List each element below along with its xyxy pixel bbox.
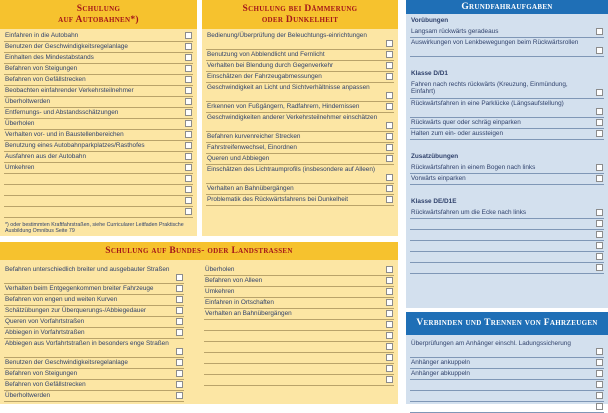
checkbox[interactable] — [596, 209, 603, 216]
checklist-item-label: Fahrstreifenwechsel, Einordnen — [207, 144, 297, 151]
checklist-item-label: Befahren von Steigungen — [5, 370, 78, 377]
checklist-item — [4, 119, 193, 130]
checklist-item-label: Befahren von engen und weiten Kurven — [5, 296, 118, 303]
panel-verbinden — [406, 312, 608, 404]
checkbox[interactable] — [176, 359, 183, 366]
checklist-item — [204, 298, 394, 309]
checklist-item-label: Benutzen der Geschwindigkeitsregelanlage — [5, 359, 128, 366]
checkbox[interactable] — [386, 40, 393, 47]
checklist-item — [410, 339, 604, 358]
checklist-item-label: Befahren unterschiedlich breiter und ausgebauter Straßen — [5, 266, 170, 273]
checklist-item — [4, 163, 193, 174]
checklist-item-label: Rückwärts quer oder schräg einparken — [411, 119, 521, 126]
checklist-item — [206, 184, 394, 195]
checklist-item — [410, 80, 604, 99]
checkbox[interactable] — [596, 392, 603, 399]
checklist-item-label: Einhalten des Mindestabstands — [5, 54, 94, 61]
checkbox[interactable] — [185, 109, 192, 116]
checkbox[interactable] — [176, 329, 183, 336]
checklist-item-label: Umkehren — [5, 164, 35, 171]
checklist-item-label: Verhalten vor- und in Baustellenbereichen — [5, 131, 124, 138]
checklist-item — [410, 358, 604, 369]
checklist-item-label: Queren von Vorfahrtstraßen — [5, 318, 85, 325]
checkbox[interactable] — [185, 65, 192, 72]
panel-grundfahraufgaben — [406, 0, 608, 308]
section-heading — [410, 69, 604, 80]
checklist-item — [4, 86, 193, 97]
checklist-item — [410, 263, 604, 274]
checklist-item-label: Befahren von Alleen — [205, 277, 263, 284]
checkbox[interactable] — [386, 144, 393, 151]
checkbox[interactable] — [386, 103, 393, 110]
checkbox[interactable] — [185, 164, 192, 171]
checklist-item — [206, 31, 394, 50]
checklist-item — [206, 113, 394, 132]
checkbox[interactable] — [596, 164, 603, 171]
checklist-item — [4, 358, 184, 369]
section-heading — [410, 16, 604, 27]
checkbox[interactable] — [596, 220, 603, 227]
checklist-item — [204, 342, 394, 353]
checkbox[interactable] — [185, 32, 192, 39]
checklist-item-label: Langsam rückwärts geradeaus — [411, 28, 499, 35]
checklist-item-label: Problematik des Rückwärtsfahrens bei Dunkelheit — [207, 196, 349, 203]
checklist-item — [4, 207, 193, 218]
checkbox[interactable] — [386, 196, 393, 203]
checklist-item-label: Bedienung/Überprüfung der Beleuchtungs-einrichtungen — [207, 32, 367, 39]
checklist-item — [4, 141, 193, 152]
checkbox[interactable] — [386, 174, 393, 181]
checklist-item-label: Geschwindigkeit an Licht und Sichtverhältnisse anpassen — [207, 84, 370, 91]
checklist-item — [206, 154, 394, 165]
checkbox[interactable] — [185, 54, 192, 61]
checklist-item-label: Überholen — [205, 266, 235, 273]
checkbox[interactable] — [386, 155, 393, 162]
checklist-item — [4, 339, 184, 358]
panel-landstrasse — [0, 242, 398, 404]
autobahn-title-line1: Schulung — [76, 3, 121, 14]
panel-autobahn-header — [0, 0, 197, 29]
checklist-item — [4, 391, 184, 402]
section-spacer — [410, 185, 604, 197]
checkbox[interactable] — [596, 253, 603, 260]
checklist-item-label: Rückwärtsfahren in eine Parklücke (Längsaufstellung) — [411, 100, 564, 107]
checklist-item — [410, 241, 604, 252]
panel-daemmerung — [202, 0, 398, 236]
verbinden-title: Verbinden und Trennen von Fahrzeugen — [416, 318, 598, 328]
checklist-item — [410, 252, 604, 263]
checklist-item — [4, 196, 193, 207]
checkbox[interactable] — [185, 186, 192, 193]
checkbox[interactable] — [596, 370, 603, 377]
checklist-item-label: Rückwärtsfahren um die Ecke nach links — [411, 209, 527, 216]
landstrasse-checklist-left — [4, 265, 184, 402]
checklist-item — [204, 320, 394, 331]
checkbox[interactable] — [185, 120, 192, 127]
checklist-item-label: Verhalten an Bahnübergängen — [205, 310, 292, 317]
checkbox[interactable] — [185, 175, 192, 182]
checkbox[interactable] — [596, 28, 603, 35]
checklist-item — [410, 99, 604, 118]
daemmerung-title-line2: oder Dunkelheit — [261, 14, 339, 25]
checklist-item — [4, 380, 184, 391]
checklist-item-label: Einschätzen der Fahrzeugabmessungen — [207, 73, 322, 80]
checkbox[interactable] — [185, 197, 192, 204]
checklist-item — [410, 369, 604, 380]
checklist-item-label: Fahren nach rechts rückwärts (Kreuzung, Einmündung, Einfahrt) — [411, 81, 568, 96]
checklist-item — [206, 132, 394, 143]
checkbox[interactable] — [386, 266, 393, 273]
checkbox[interactable] — [596, 47, 603, 54]
checklist-item-label: Verhalten beim Entgegenkommen breiter Fahrzeuge — [5, 285, 154, 292]
checklist-item-label: Überprüfungen am Anhänger einschl. Ladungssicherung — [411, 340, 571, 347]
checklist-item — [410, 129, 604, 140]
checklist-item — [4, 130, 193, 141]
autobahn-checklist — [4, 31, 193, 218]
checkbox[interactable] — [386, 277, 393, 284]
checklist-item-label: Erkennen von Fußgängern, Radfahrern, Hindernissen — [207, 103, 360, 110]
section-heading — [410, 197, 604, 208]
checkbox[interactable] — [386, 92, 393, 99]
checkbox[interactable] — [386, 343, 393, 350]
checklist-item-label: Auswirkungen von Lenkbewegungen beim Rückwärtsrollen — [411, 39, 579, 46]
checklist-item — [410, 163, 604, 174]
checkbox[interactable] — [176, 348, 183, 355]
checklist-item — [204, 353, 394, 364]
checkbox[interactable] — [386, 354, 393, 361]
daemmerung-checklist — [206, 31, 394, 206]
checklist-item — [410, 391, 604, 402]
checkbox[interactable] — [185, 43, 192, 50]
checkbox[interactable] — [386, 376, 393, 383]
checklist-item — [206, 102, 394, 113]
checklist-item-label: Anhänger ankuppeln — [411, 359, 470, 366]
checkbox[interactable] — [185, 208, 192, 215]
checklist-item-label: Halten zum ein- oder aussteigen — [411, 130, 504, 137]
section-heading — [410, 152, 604, 163]
checkbox[interactable] — [176, 285, 183, 292]
checklist-item — [204, 331, 394, 342]
checklist-item — [206, 61, 394, 72]
checkbox[interactable] — [386, 288, 393, 295]
checkbox[interactable] — [176, 307, 183, 314]
checklist-item-label: Abbiegen aus Vorfahrtstraßen in besonders enge Straßen — [5, 340, 169, 347]
checklist-item — [206, 195, 394, 206]
checkbox[interactable] — [596, 89, 603, 96]
checklist-item — [410, 230, 604, 241]
panel-landstrasse-header — [0, 242, 398, 260]
checklist-item — [410, 380, 604, 391]
checklist-item — [4, 317, 184, 328]
checklist-item-label: Überholen — [5, 120, 35, 127]
checklist-item-label: Verhalten bei Blendung durch Gegenverkehr — [207, 62, 334, 69]
landstrasse-title: Schulung auf Bundes- oder Landstrassen — [105, 245, 293, 256]
checklist-item — [206, 72, 394, 83]
panel-grund-header — [406, 0, 608, 14]
checkbox[interactable] — [185, 76, 192, 83]
checkbox[interactable] — [386, 185, 393, 192]
checklist-item-label: Überholtwerden — [5, 98, 51, 105]
checklist-item-label: Geschwindigkeiten anderer Verkehrsteilnehmer einschätzen — [207, 114, 378, 121]
checklist-item — [4, 369, 184, 380]
checkbox[interactable] — [176, 370, 183, 377]
checkbox[interactable] — [596, 231, 603, 238]
checklist-item — [204, 364, 394, 375]
checklist-item — [4, 185, 193, 196]
checklist-item-label: Benutzung eines Autobahnparkplatzes/Rasthofes — [5, 142, 145, 149]
checklist-item-label: Entfernungs- und Abstandsschätzungen — [5, 109, 119, 116]
checklist-item — [4, 174, 193, 185]
checklist-item — [410, 27, 604, 38]
checkbox[interactable] — [386, 122, 393, 129]
landstrasse-checklist-right — [204, 265, 394, 386]
grund-title: Grundfahraufgaben — [461, 1, 553, 12]
section-heading-label: Klasse DE/D1E — [411, 198, 457, 205]
checklist-item — [410, 219, 604, 230]
checkbox[interactable] — [386, 73, 393, 80]
checkbox[interactable] — [596, 108, 603, 115]
checklist-item-label: Befahren von Gefällstrecken — [5, 76, 86, 83]
section-heading-label: Vorübungen — [411, 17, 449, 24]
checklist-item — [410, 208, 604, 219]
checkbox[interactable] — [386, 51, 393, 58]
checklist-item-label: Umkehren — [205, 288, 235, 295]
checkbox[interactable] — [596, 130, 603, 137]
checkbox[interactable] — [596, 242, 603, 249]
checklist-item-label: Abbiegen in Vorfahrtstraßen — [5, 329, 85, 336]
checkbox[interactable] — [386, 62, 393, 69]
checklist-item-label: Vorwärts einparken — [411, 175, 466, 182]
checkbox[interactable] — [596, 403, 603, 410]
checkbox[interactable] — [386, 332, 393, 339]
checkbox[interactable] — [596, 381, 603, 388]
checklist-item-label: Befahren von Gefällstrecken — [5, 381, 86, 388]
checklist-item — [4, 75, 193, 86]
checklist-item — [204, 287, 394, 298]
panel-verbinden-header — [406, 312, 608, 335]
autobahn-footnote: *) oder bestimmten Kraftfahrstraßen, siehe Curricularer Leitfaden Praktische Ausbildung Omnibus Seite 79 — [5, 222, 184, 234]
checklist-item-label: Ausfahren aus der Autobahn — [5, 153, 87, 160]
checklist-item — [4, 152, 193, 163]
checklist-item — [4, 64, 193, 75]
verbinden-checklist — [410, 339, 604, 413]
checkbox[interactable] — [176, 392, 183, 399]
checklist-item — [204, 375, 394, 386]
checkbox[interactable] — [596, 264, 603, 271]
checkbox[interactable] — [185, 131, 192, 138]
autobahn-title-line2: auf Autobahnen*) — [58, 14, 139, 25]
checklist-item — [4, 328, 184, 339]
checklist-item — [206, 83, 394, 102]
checkbox[interactable] — [386, 299, 393, 306]
checklist-item — [206, 165, 394, 184]
checkbox[interactable] — [386, 321, 393, 328]
checklist-item-label: Benutzen der Geschwindigkeitsregelanlage — [5, 43, 128, 50]
checklist-item-label: Befahren von Steigungen — [5, 65, 78, 72]
checkbox[interactable] — [185, 98, 192, 105]
checklist-item-label: Befahren kurvenreicher Strecken — [207, 133, 301, 140]
section-heading-label: Zusatzübungen — [411, 153, 459, 160]
checklist-item-label: Anhänger abkuppeln — [411, 370, 470, 377]
checklist-item-label: Rückwärtsfahren in einem Bogen nach links — [411, 164, 536, 171]
checkbox[interactable] — [176, 318, 183, 325]
checkbox[interactable] — [185, 153, 192, 160]
checklist-item — [4, 108, 193, 119]
section-spacer — [410, 57, 604, 69]
checklist-item — [410, 118, 604, 129]
checklist-item-label: Queren und Abbiegen — [207, 155, 270, 162]
checklist-item-label: Schätzübungen zur Überquerungs-/Abbiegedauer — [5, 307, 147, 314]
checkbox[interactable] — [185, 87, 192, 94]
checklist-item-label: Verhalten an Bahnübergängen — [207, 185, 294, 192]
checkbox[interactable] — [185, 142, 192, 149]
checklist-item — [4, 295, 184, 306]
checklist-item — [4, 284, 184, 295]
checkbox[interactable] — [386, 133, 393, 140]
checklist-item-label: Einfahren in die Autobahn — [5, 32, 79, 39]
checklist-item — [4, 42, 193, 53]
checklist-item — [4, 306, 184, 317]
checklist-item — [204, 276, 394, 287]
checkbox[interactable] — [176, 381, 183, 388]
checkbox[interactable] — [596, 119, 603, 126]
checklist-item — [204, 265, 394, 276]
section-heading-label: Klasse D/D1 — [411, 70, 448, 77]
checklist-item — [410, 174, 604, 185]
panel-daemmerung-header — [202, 0, 398, 29]
checkbox[interactable] — [596, 348, 603, 355]
checkbox[interactable] — [176, 296, 183, 303]
checklist-item — [410, 38, 604, 57]
checklist-item — [206, 143, 394, 154]
checklist-item — [4, 97, 193, 108]
checklist-item — [206, 50, 394, 61]
checkbox[interactable] — [386, 365, 393, 372]
checkbox[interactable] — [596, 175, 603, 182]
panel-autobahn — [0, 0, 197, 236]
section-spacer — [410, 140, 604, 152]
checklist-item — [4, 265, 184, 284]
checklist-item — [204, 309, 394, 320]
daemmerung-title-line1: Schulung bei Dämmerung — [242, 3, 358, 14]
checklist-item-label: Überholtwerden — [5, 392, 51, 399]
checklist-item-label: Einfahren in Ortschaften — [205, 299, 274, 306]
checklist-item — [4, 31, 193, 42]
checkbox[interactable] — [386, 310, 393, 317]
checklist-item — [4, 53, 193, 64]
checklist-item-label: Benutzung von Abblendlicht und Fernlicht — [207, 51, 325, 58]
grund-checklist — [410, 16, 604, 274]
checkbox[interactable] — [596, 359, 603, 366]
checkbox[interactable] — [176, 274, 183, 281]
checklist-item-label: Beobachten einfahrender Verkehrsteilnehmer — [5, 87, 134, 94]
checklist-item-label: Einschätzen des Lichtraumprofils (insbesondere auf Alleen) — [207, 166, 376, 173]
